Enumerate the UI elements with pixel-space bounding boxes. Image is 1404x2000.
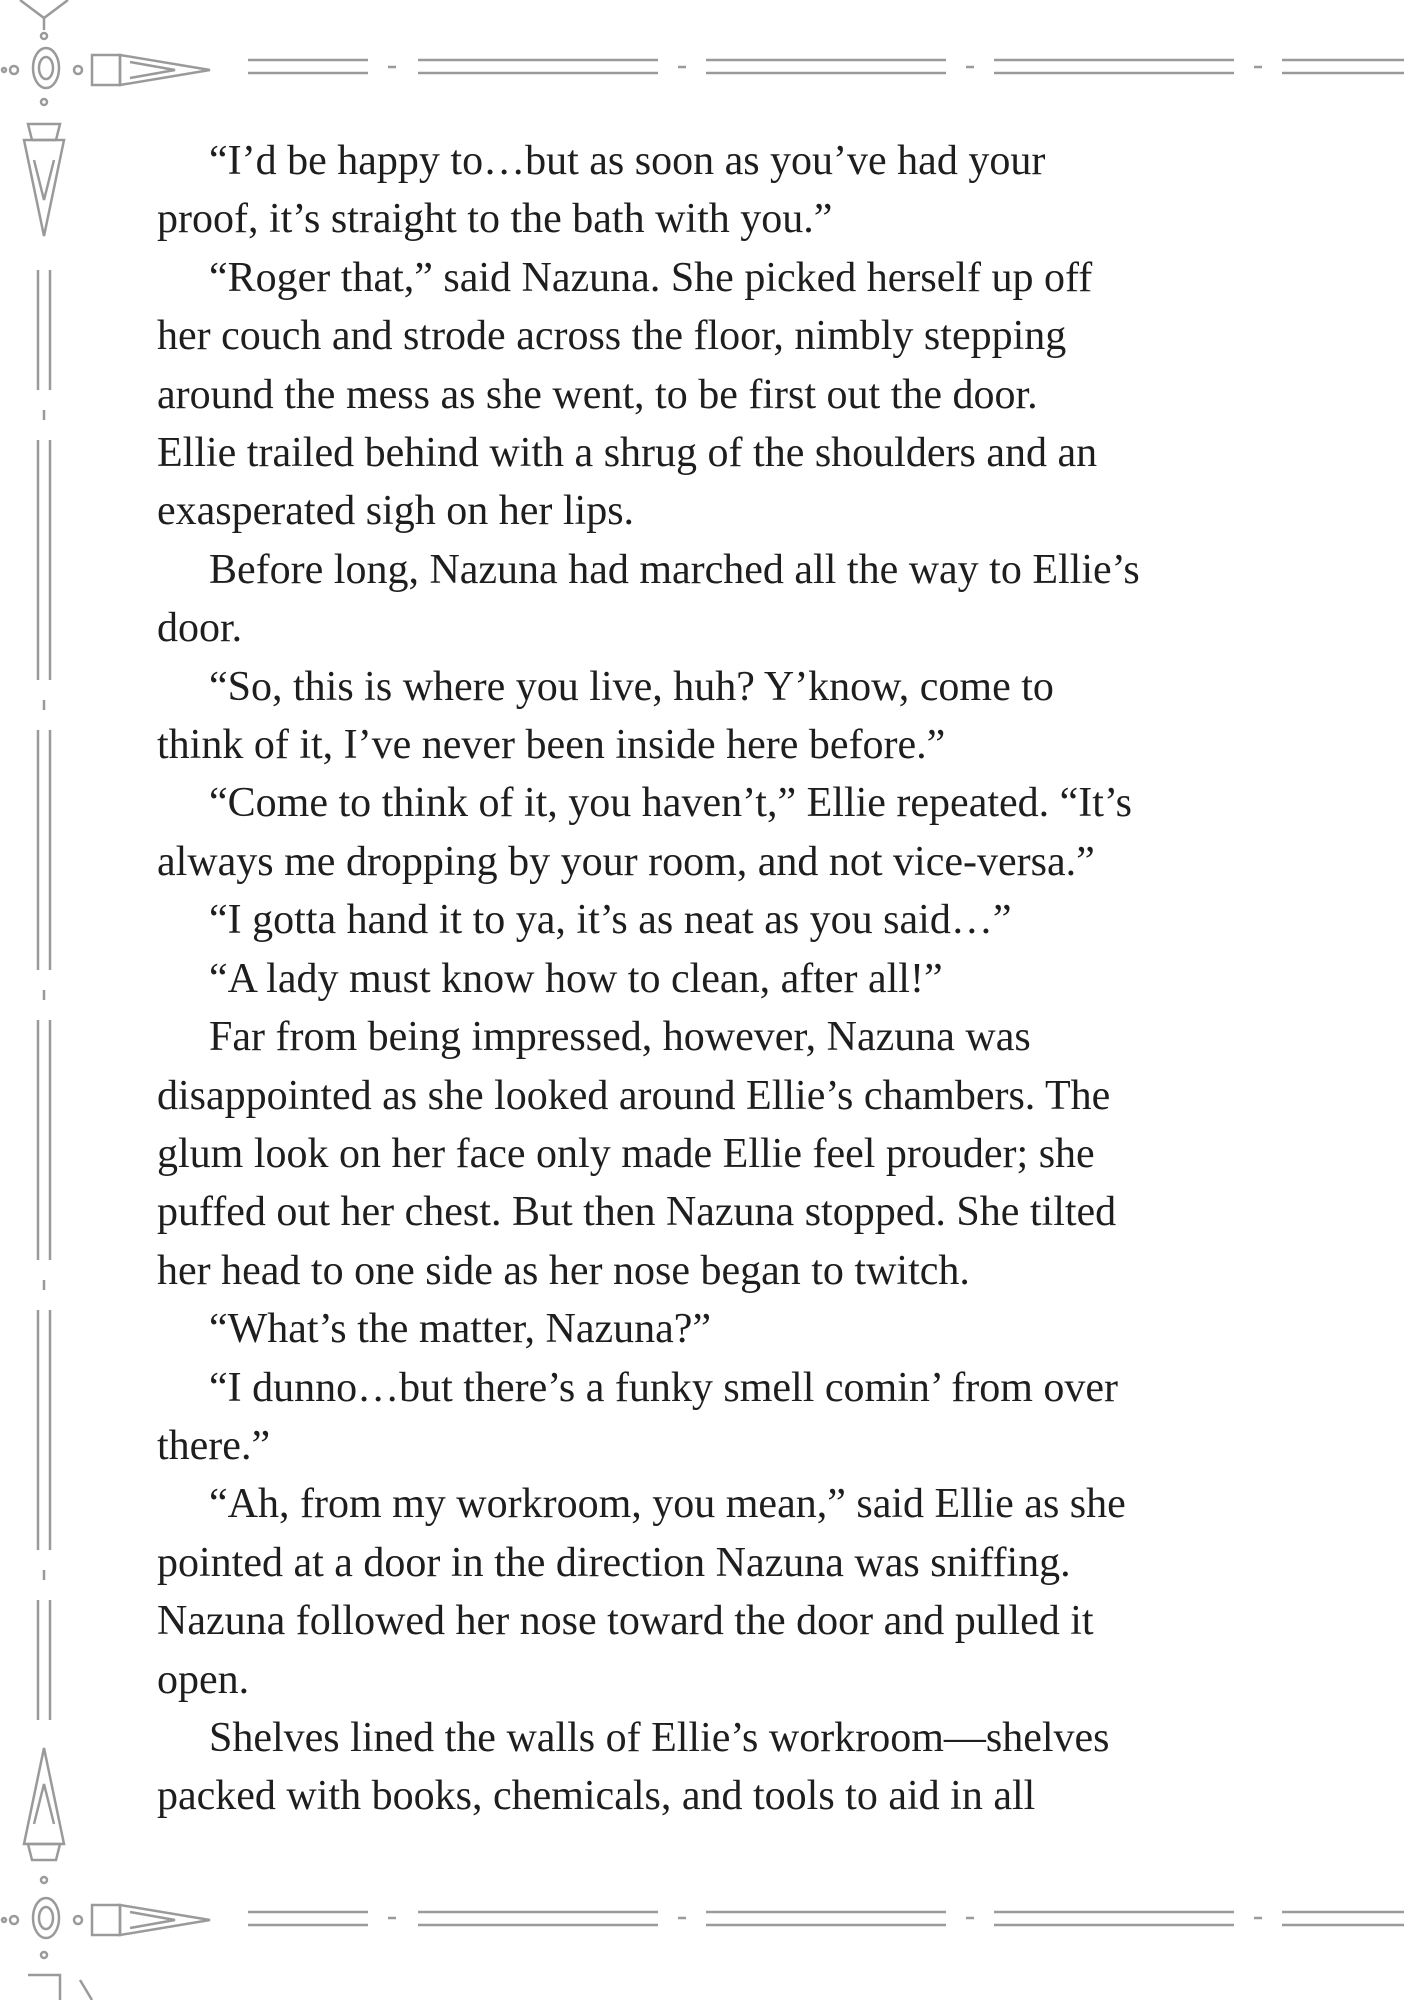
paragraph	[157, 1709, 1237, 1826]
line: around the mess as she went, to be first out the door.	[157, 371, 1038, 418]
paragraph	[157, 1359, 1237, 1476]
body-text	[157, 132, 1237, 1826]
paragraph	[157, 132, 1237, 249]
line: always me dropping by your room, and not vice-versa.”	[157, 838, 1095, 885]
line: packed with books, chemicals, and tools to aid in all	[157, 1773, 1036, 1820]
line: “I’d be happy to…but as soon as you’ve had your	[209, 138, 1046, 184]
top-rule	[248, 60, 1404, 73]
line: exasperated sigh on her lips.	[157, 488, 635, 535]
line: Before long, Nazuna had marched all the way to Ellie’s	[209, 546, 1140, 593]
paragraph	[157, 1300, 1237, 1358]
line: Ellie trailed behind with a shrug of the shoulders and an	[157, 430, 1098, 477]
line: her couch and strode across the floor, nimbly stepping	[157, 313, 1067, 360]
line: her head to one side as her nose began to twitch.	[157, 1247, 970, 1294]
paragraph	[157, 950, 1237, 1008]
paragraph	[157, 891, 1237, 949]
line: Far from being impressed, however, Nazuna was	[209, 1014, 1031, 1061]
line: “I gotta hand it to ya, it’s as neat as you said…”	[209, 897, 1012, 944]
line: glum look on her face only made Ellie feel prouder; she	[157, 1130, 1095, 1177]
line: door.	[157, 605, 243, 652]
line: disappointed as she looked around Ellie’s chambers. The	[157, 1072, 1111, 1119]
line: Nazuna followed her nose toward the door and pulled it	[157, 1598, 1094, 1645]
paragraph	[157, 658, 1237, 775]
line: “Roger that,” said Nazuna. She picked herself up off	[209, 254, 1093, 301]
line: open.	[157, 1656, 250, 1703]
bottom-rule	[248, 1912, 1404, 1925]
line: proof, it’s straight to the bath with you.”	[157, 196, 833, 243]
line: think of it, I’ve never been inside here before.”	[157, 722, 946, 769]
line: “Come to think of it, you haven’t,” Ellie repeated. “It’s	[209, 780, 1132, 827]
line: Shelves lined the walls of Ellie’s workroom—shelves	[209, 1714, 1110, 1761]
line: “So, this is where you live, huh? Y’know, come to	[209, 663, 1054, 710]
paragraph	[157, 1475, 1237, 1709]
paragraph	[157, 774, 1237, 891]
left-rule	[38, 270, 50, 1720]
line: “What’s the matter, Nazuna?”	[209, 1306, 712, 1353]
line: puffed out her chest. But then Nazuna stopped. She tilted	[157, 1189, 1117, 1236]
paragraph	[157, 541, 1237, 658]
line: “A lady must know how to clean, after all!”	[209, 955, 943, 1002]
line: “I dunno…but there’s a funky smell comin’ from over	[209, 1364, 1118, 1411]
paragraph	[157, 1008, 1237, 1300]
line: “Ah, from my workroom, you mean,” said Ellie as she	[209, 1481, 1126, 1528]
line: there.”	[157, 1422, 271, 1469]
paragraph	[157, 249, 1237, 541]
line: pointed at a door in the direction Nazuna was sniffing.	[157, 1539, 1071, 1586]
